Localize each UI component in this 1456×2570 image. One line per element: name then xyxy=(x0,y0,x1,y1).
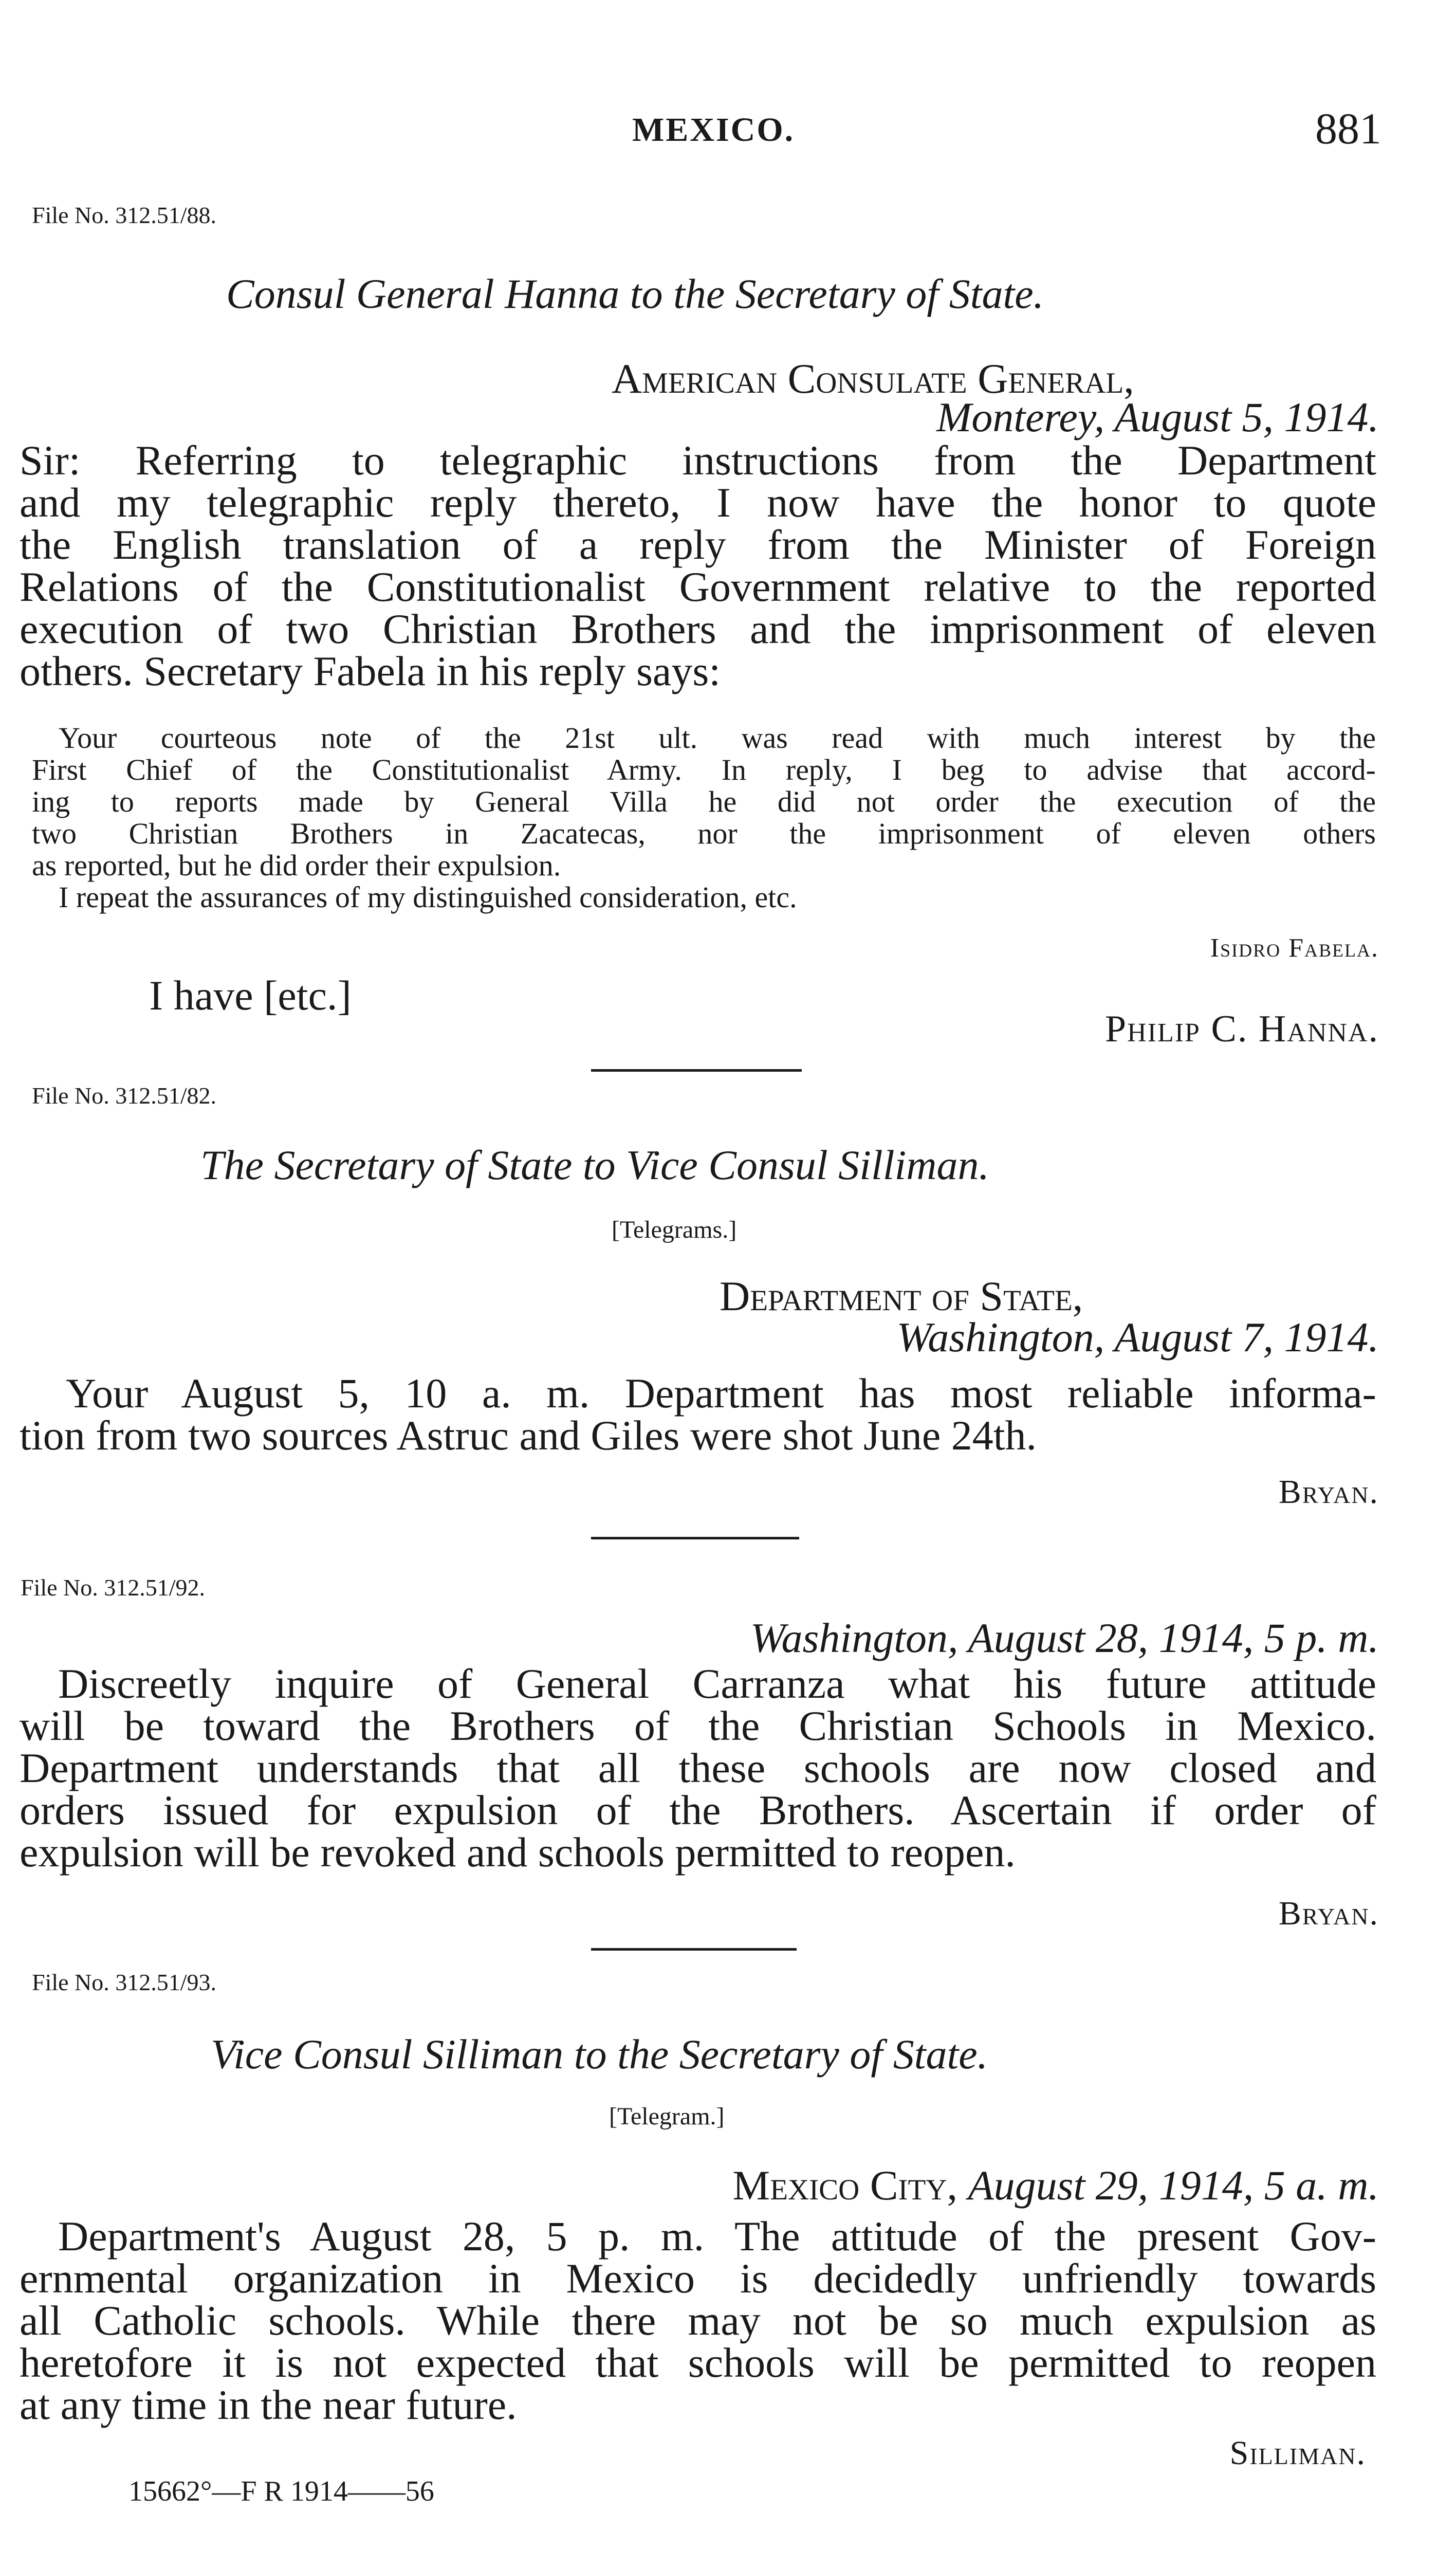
body-line: Department understands that all these schools are now closed and xyxy=(20,1745,1376,1791)
date-line: Washington, August 28, 1914, 5 p. m. xyxy=(750,1614,1379,1661)
place-name: Mexico City, xyxy=(732,2162,957,2209)
body-line: all Catholic schools. While there may not be so much expulsion as xyxy=(20,2297,1376,2344)
quote-closing: I repeat the assurances of my distinguished consideration, etc. xyxy=(59,880,797,914)
date-line: Monterey, August 5, 1914. xyxy=(936,394,1379,440)
body-line: Department's August 28, 5 p. m. The attitude of the present Gov- xyxy=(58,2213,1376,2260)
closing-phrase: I have [etc.] xyxy=(149,972,352,1019)
body-line: Relations of the Constitutionalist Government relative to the reported xyxy=(20,563,1376,610)
section-divider xyxy=(591,1069,802,1072)
telegram-tag: [Telegrams.] xyxy=(612,1216,737,1243)
running-head: MEXICO. xyxy=(632,111,795,149)
body-line: others. Secretary Fabela in his reply says: xyxy=(20,648,721,694)
section-divider xyxy=(591,1537,799,1539)
body-line: Sir: Referring to telegraphic instructions from the Department xyxy=(20,437,1376,484)
body-line: will be toward the Brothers of the Christian Schools in Mexico. xyxy=(20,1702,1376,1749)
body-line: execution of two Christian Brothers and the imprisonment of eleven xyxy=(20,605,1376,652)
quoted-reply xyxy=(32,722,1376,913)
signature: Silliman. xyxy=(1229,2434,1366,2472)
body-line: ernmental organization in Mexico is decidedly unfriendly towards xyxy=(20,2255,1376,2302)
date-line: Washington, August 7, 1914. xyxy=(896,1314,1379,1361)
quote-line: two Christian Brothers in Zacatecas, nor the imprisonment of eleven others xyxy=(32,817,1376,850)
quote-signature: Isidro Fabela. xyxy=(1210,933,1379,963)
print-mark: 15662°—F R 1914——56 xyxy=(128,2475,434,2507)
file-number: File No. 312.51/93. xyxy=(32,1969,217,1995)
page-number: 881 xyxy=(1315,104,1381,153)
body-line: and my telegraphic reply thereto, I now have the honor to quote xyxy=(20,479,1376,526)
quote-line: ing to reports made by General Villa he did not order the execution of the xyxy=(32,785,1376,818)
quote-line: Your courteous note of the 21st ult. was read with much interest by the xyxy=(59,721,1376,755)
body-line: heretofore it is not expected that schools will be permitted to reopen xyxy=(20,2339,1376,2386)
file-number: File No. 312.51/92. xyxy=(21,1574,206,1601)
body-line: tion from two sources Astruc and Giles were shot June 24th. xyxy=(20,1412,1037,1459)
place-line: American Consulate General, xyxy=(612,355,1134,402)
body-line: at any time in the near future. xyxy=(20,2381,517,2428)
quote-line: First Chief of the Constitutionalist Army. In reply, I beg to advise that accord- xyxy=(32,753,1376,786)
date-text: August 29, 1914, 5 a. m. xyxy=(968,2162,1379,2209)
date-line xyxy=(732,2161,1379,2210)
telegram-body xyxy=(20,1372,1376,1457)
file-number: File No. 312.51/88. xyxy=(32,202,217,228)
body-line: Your August 5, 10 a. m. Department has most reliable informa- xyxy=(66,1370,1376,1417)
signature: Philip C. Hanna. xyxy=(1104,1008,1379,1050)
signature: Bryan. xyxy=(1278,1895,1379,1932)
body-line: expulsion will be revoked and schools permitted to reopen. xyxy=(20,1829,1016,1876)
place-line: Department of State, xyxy=(720,1273,1083,1319)
file-number: File No. 312.51/82. xyxy=(32,1082,217,1109)
body-line: Discreetly inquire of General Carranza what his future attitude xyxy=(58,1660,1376,1707)
telegram-body xyxy=(20,2215,1376,2426)
quote-line: as reported, but he did order their expulsion. xyxy=(32,849,561,882)
telegram-body xyxy=(20,1660,1376,1876)
letter-body xyxy=(20,439,1376,692)
document-title: Vice Consul Silliman to the Secretary of State. xyxy=(211,2031,988,2078)
document-title: Consul General Hanna to the Secretary of State. xyxy=(226,270,1044,317)
body-line: the English translation of a reply from the Minister of Foreign xyxy=(20,521,1376,568)
section-divider xyxy=(591,1948,797,1951)
document-title: The Secretary of State to Vice Consul Silliman. xyxy=(200,1142,989,1188)
telegram-tag: [Telegram.] xyxy=(609,2103,725,2130)
signature: Bryan. xyxy=(1278,1473,1379,1511)
body-line: orders issued for expulsion of the Brothers. Ascertain if order of xyxy=(20,1787,1376,1833)
